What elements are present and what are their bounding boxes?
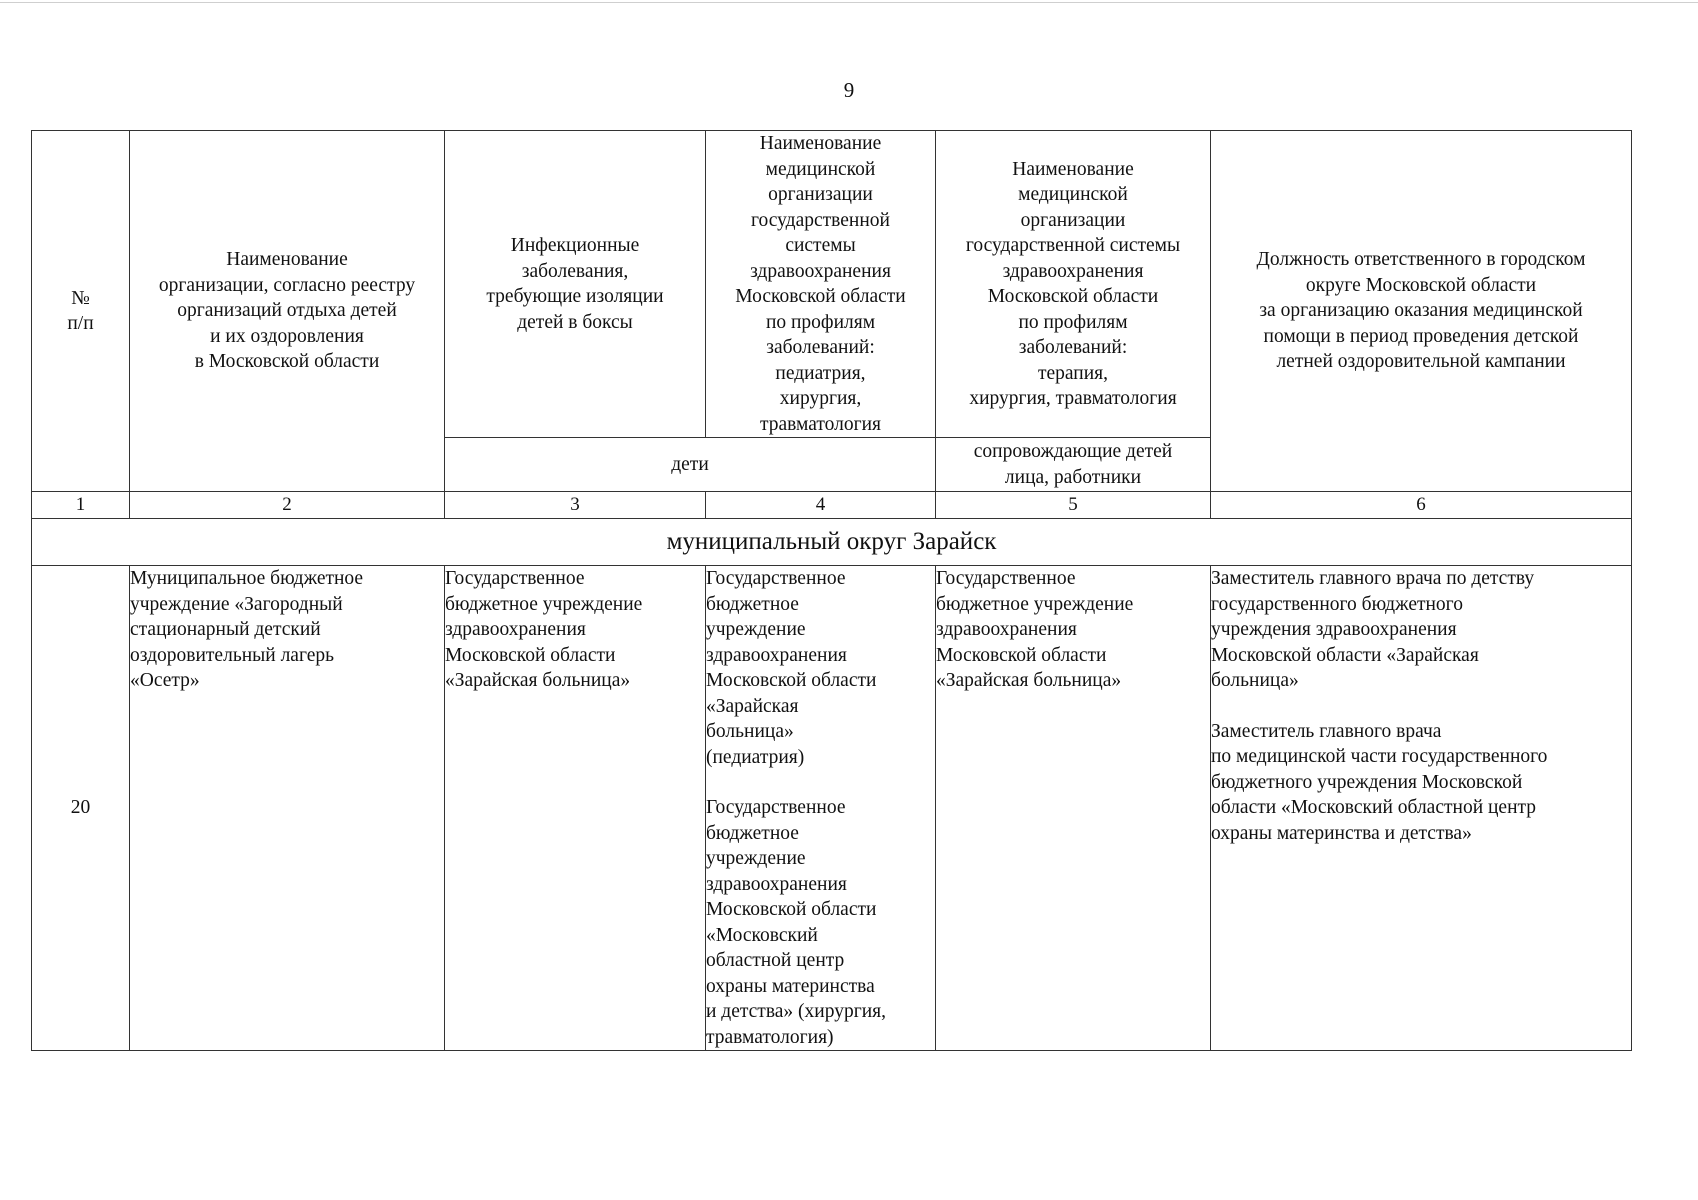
top-scan-edge [0,2,1698,3]
header-adults-medical-org [936,131,1211,438]
row-adults-medical-text: Государственное бюджетное учреждение здравоохранения Московской области «Зарайская больница» [936,568,1134,691]
header-responsible-position [1211,131,1632,492]
header-infectious-diseases-text: Инфекционные заболевания, требующие изоляции детей в боксы [486,235,664,333]
row-responsible-text-1: Заместитель главного врача по детству государственного бюджетного учреждения здравоохранения Московской области «Зарайская больница» [1211,568,1535,691]
table-row [32,566,1632,1051]
column-number-2: 2 [130,492,445,519]
header-children-medical-org-text: Наименование медицинской организации государственной системы здравоохранения Московской области по профилям заболеваний: педиатрия, хирургия, травматология [735,133,906,435]
medical-organizations-table [31,130,1632,1051]
row-adults-medical [936,566,1211,1051]
column-number-5: 5 [936,492,1211,519]
row-number: 20 [32,566,130,1051]
row-children-medical-text-1: Государственное бюджетное учреждение здравоохранения Московской области «Зарайская больница» (педиатрия) [706,568,877,768]
header-children-medical-org [706,131,936,438]
row-children-medical-text-2: Государственное бюджетное учреждение здравоохранения Московской области «Московский областной центр охраны материнства и детства» (хирургия, травматология) [706,797,887,1048]
row-responsible-text-2: Заместитель главного врача по медицинской части государственного бюджетного учреждения Московской области «Московский областной центр охраны материнства и детства» [1211,720,1548,844]
row-responsible [1211,566,1632,1051]
column-number-6: 6 [1211,492,1632,519]
header-adults-medical-org-text: Наименование медицинской организации государственной системы здравоохранения Московской области по профилям заболеваний: терапия, хирургия, травматология [965,158,1181,409]
column-number-1: 1 [32,492,130,519]
page-number: 9 [843,78,855,102]
subheader-adults-text: сопровождающие детей лица, работники [973,441,1173,488]
row-children-medical [706,566,936,1051]
column-number-4: 4 [706,492,936,519]
row-infectious [445,566,706,1051]
header-organization [130,131,445,492]
column-number-row [32,492,1632,519]
section-title: муниципальный округ Зарайск [32,519,1632,566]
column-number-3: 3 [445,492,706,519]
row-organization-text: Муниципальное бюджетное учреждение «Загородный стационарный детский оздоровительный лагерь «Осетр» [130,568,364,691]
header-number [32,131,130,492]
header-organization-text: Наименование организации, согласно реестру организаций отдыха детей и их оздоровления в Московской области [158,249,416,373]
section-row [32,519,1632,566]
subheader-adults [936,438,1211,492]
header-responsible-position-text: Должность ответственного в городском округе Московской области за организацию оказания медицинской помощи в период проведения детской летней оздоровительной кампании [1256,249,1586,373]
row-infectious-text: Государственное бюджетное учреждение здравоохранения Московской области «Зарайская больница» [445,568,643,691]
subheader-children [445,438,936,492]
subheader-children-text: дети [671,453,709,475]
row-organization [130,566,445,1051]
header-number-text: № п/п [67,287,94,334]
header-infectious-diseases [445,131,706,438]
